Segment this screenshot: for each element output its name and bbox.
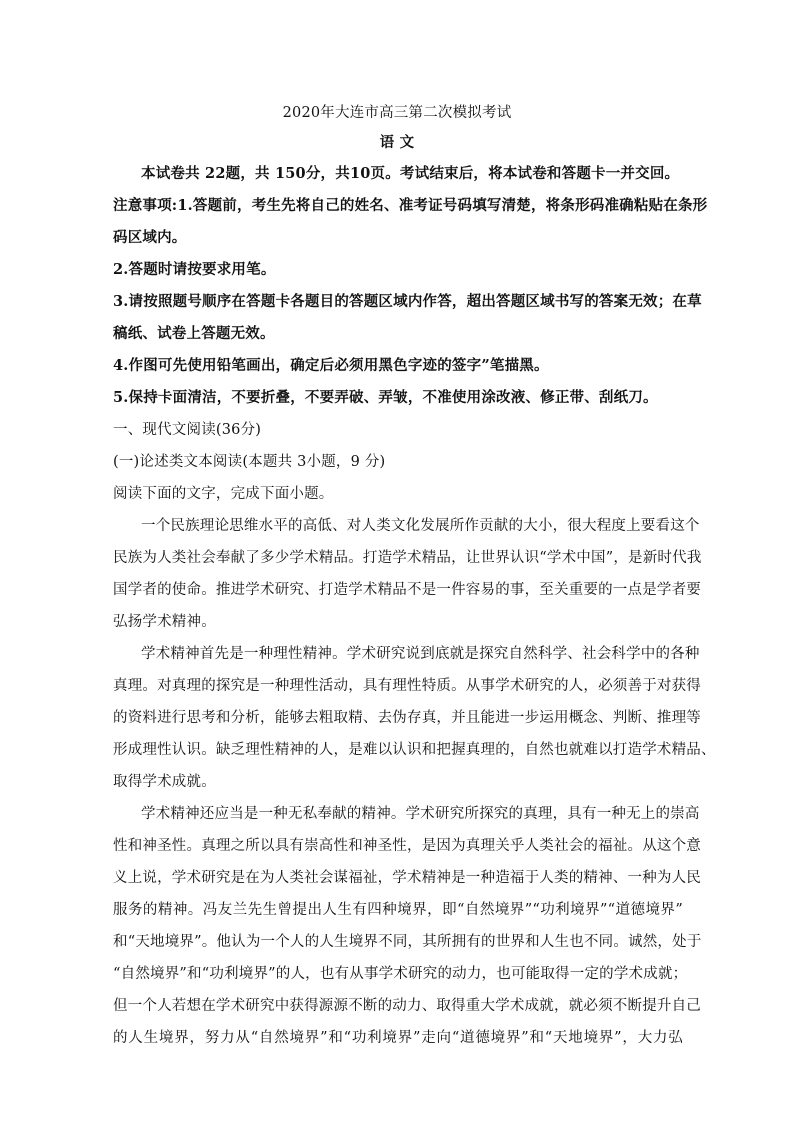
passage-line: 国学者的使命。推进学术研究、打造学术精品不是一件容易的事，至关重要的一点是学者要: [113, 582, 701, 598]
passage-line: 学术精神还应当是一种无私奉献的精神。学术研究所探究的真理，具有一种无上的崇高: [141, 806, 700, 822]
passage-line: 学术精神首先是一种理性精神。学术研究说到底就是探究自然科学、社会科学中的各种: [141, 646, 700, 662]
note-3a: 3.请按照题号顺序在答题卡各题目的答题区域内作答，超出答题区域书写的答案无效；在草: [113, 293, 702, 310]
passage-line: 但一个人若想在学术研究中获得源源不断的动力、取得重大学术成就，就必须不断提升自己: [113, 998, 701, 1014]
note-4: 4.作图可先使用铅笔画出，确定后必须用黑色字迹的签字”笔描黑。: [113, 357, 549, 374]
passage-line: 性和神圣性。真理之所以具有崇高性和神圣性，是因为真理关乎人类社会的福祉。从这个意: [113, 838, 701, 854]
passage-line: 取得学术成就。: [113, 774, 216, 790]
note-1b: 码区域内。: [113, 229, 187, 246]
note-1a: 注意事项:1.答题前，考生先将自己的姓名、准考证号码填写清楚，将条形码准确粘贴在条形: [113, 197, 708, 214]
passage-line: 服务的精神。冯友兰先生曾提出人生有四种境界，即“自然境界”“功利境界”“道德境界”: [113, 902, 683, 918]
note-5: 5.保持卡面清洁，不要折叠，不要弄破、弄皱，不准使用涂改液、修正带、刮纸刀。: [113, 389, 658, 406]
passage-line: “自然境界”和“功利境界”的人，也有从事学术研究的动力，也可能取得一定的学术成就；: [113, 966, 688, 982]
part-title: 一、现代文阅读(36分): [113, 422, 262, 438]
passage-line: 和“天地境界”。他认为一个人的人生境界不同，其所拥有的世界和人生也不同。诚然，处于: [113, 934, 702, 950]
passage-line: 民族为人类社会奉献了多少学术精品。打造学术精品，让世界认识“学术中国”，是新时代我: [113, 550, 702, 566]
passage-line: 真理。对真理的探究是一种理性活动，具有理性特质。从事学术研究的人，必须善于对获得: [113, 678, 701, 694]
exam-title: 2020年大连市高三第二次模拟考试: [282, 105, 512, 121]
passage-line: 一个民族理论思维水平的高低、对人类文化发展所作贡献的大小，很大程度上要看这个: [141, 518, 700, 534]
passage-line: 弘扬学术精神。: [113, 614, 216, 630]
intro-line: 本试卷共 22题，共 150分，共10页。考试结束后，将本试卷和答题卡一并交回。: [141, 165, 680, 182]
passage-line: 义上说，学术研究是在为人类社会谋福祉，学术精神是一种造福于人类的精神、一种为人民: [113, 870, 701, 886]
passage-line: 的资料进行思考和分析，能够去粗取精、去伪存真，并且能进一步运用概念、判断、推理等: [113, 710, 701, 726]
note-2: 2.答题时请按要求用笔。: [113, 261, 276, 278]
subject-title: 语 文: [379, 134, 415, 151]
sub-title: (一)论述类文本阅读(本题共 3小题，9 分): [113, 454, 386, 470]
directive: 阅读下面的文字，完成下面小题。: [113, 486, 334, 502]
note-3b: 稿纸、试卷上答题无效。: [113, 325, 275, 342]
passage-line: 形成理性认识。缺乏理性精神的人，是难以认识和把握真理的，自然也就难以打造学术精品、: [113, 742, 716, 758]
passage-line: 的人生境界，努力从“自然境界”和“功利境界”走向“道德境界”和“天地境界”，大力弘: [113, 1030, 683, 1046]
